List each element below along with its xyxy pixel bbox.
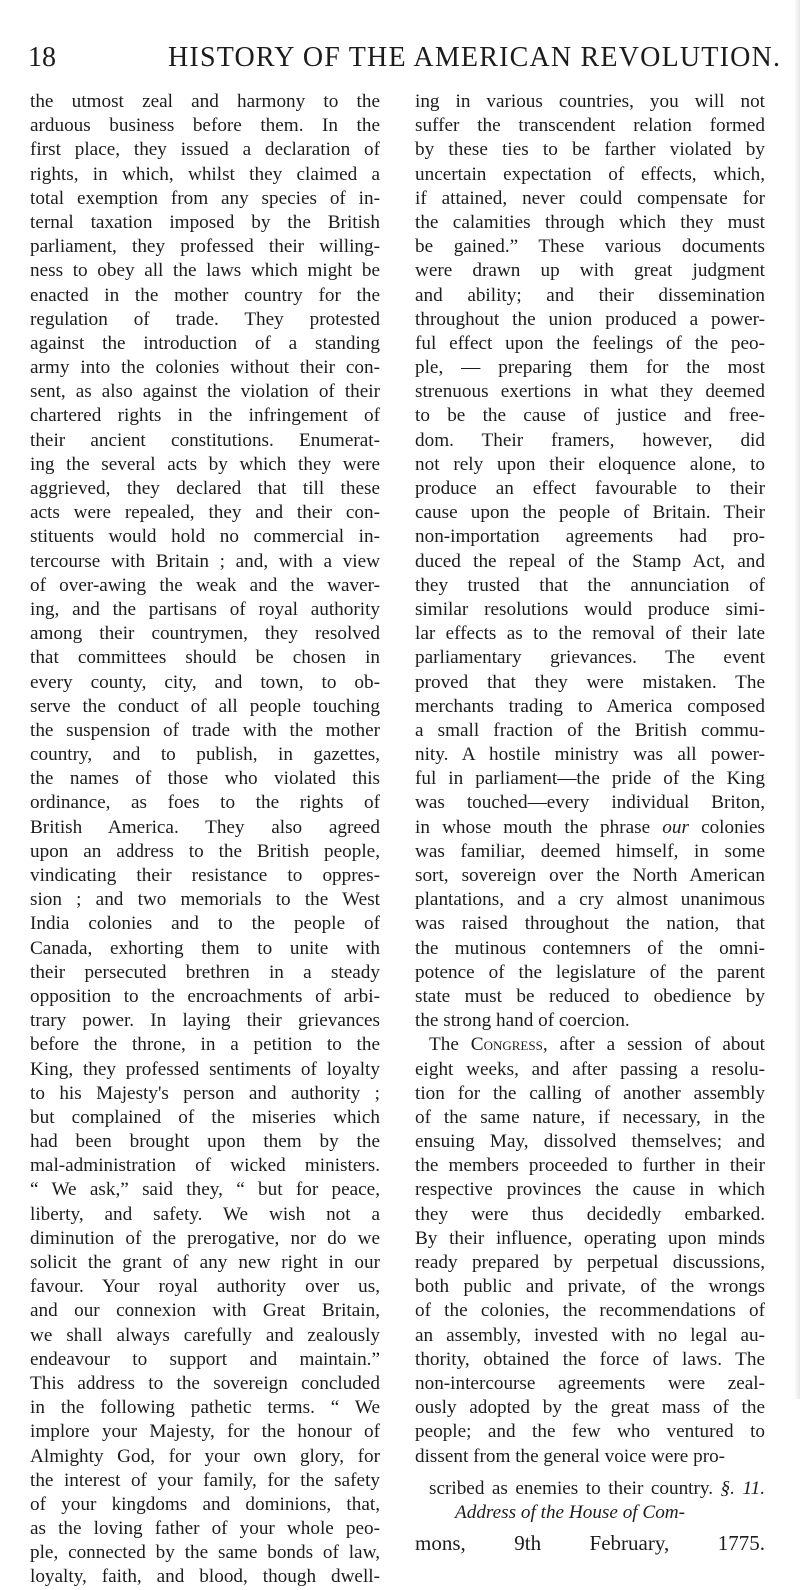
text-line: ness to obey all the laws which might be [30, 260, 380, 282]
text-line: sent, as also against the violation of their [30, 381, 380, 403]
text-line: ing, and the partisans of royal authority [30, 598, 380, 620]
text-line: similar resolutions would produce simi- [415, 598, 765, 620]
text-line: ful effect upon the feelings of the peo- [415, 332, 765, 354]
text-line: ternal taxation imposed by the British [30, 211, 380, 233]
text-line: rights, in which, whilst they claimed a [30, 163, 380, 185]
text-line: their ancient constitutions. Enumerat- [30, 429, 380, 451]
text-line: India colonies and to the people of [30, 913, 380, 935]
text-line: eight weeks, and after passing a resolu- [415, 1058, 765, 1080]
text-line [415, 1033, 765, 1057]
text-line: potence of the legislature of the parent [415, 961, 765, 983]
text-line: serve the conduct of all people touching [30, 695, 380, 717]
running-title: HISTORY OF THE AMERICAN REVOLUTION. [168, 42, 782, 73]
text-line: had been brought upon them by the [30, 1131, 380, 1153]
text-line: merchants trading to America composed [415, 695, 765, 717]
text-line: both public and private, of the wrongs [415, 1276, 765, 1298]
text-line: in the following pathetic terms. “ We [30, 1397, 380, 1419]
text-line: Canada, exhorting them to unite with [30, 937, 380, 959]
text-line: suffer the transcendent relation formed [415, 115, 765, 137]
text-line: Almighty God, for your own glory, for [30, 1445, 380, 1467]
text-line: not rely upon their eloquence alone, to [415, 453, 765, 475]
text-line: tercourse with Britain ; and, with a view [30, 550, 380, 572]
text-line: parliament, they professed their willing- [30, 236, 380, 258]
text-line: diminution of the prerogative, nor do we [30, 1227, 380, 1249]
text-line: be gained.” These various documents [415, 236, 765, 258]
section-number: scribed as enemies to their country. [429, 1477, 714, 1499]
text-line: was familiar, deemed himself, in some [415, 840, 765, 862]
text-line [415, 816, 765, 840]
text-line: ensuing May, dissolved themselves; and [415, 1131, 765, 1153]
text-line: army into the colonies without their con- [30, 357, 380, 379]
left-column [30, 90, 380, 1590]
text-line: sort, sovereign over the North American [415, 865, 765, 886]
text-line: acts were repealed, they and their con- [30, 502, 380, 524]
text-line: uncertain expectation of effects, which, [415, 163, 765, 185]
text-line: sion ; and two memorials to the West [30, 889, 380, 911]
text-line: they were thus decidedly embarked. [415, 1203, 765, 1225]
text-line: enacted in the mother country for the [30, 284, 380, 306]
text-line: the names of those who violated this [30, 768, 380, 790]
small-caps-word: Congress [470, 1034, 543, 1056]
text-fragment: , after a session of about [542, 1034, 765, 1056]
text-line: against the introduction of a standing [30, 332, 380, 354]
text-line: plantations, and a cry almost unanimous [415, 889, 765, 911]
text-line: their persecuted brethren in a steady [30, 961, 380, 983]
text-line: a small fraction of the British commu- [415, 719, 765, 741]
text-line: vindicating their resistance to oppres- [30, 865, 380, 886]
text-line: mal-administration of wicked ministers. [30, 1155, 380, 1177]
text-line: the suspension of trade with the mother [30, 719, 380, 741]
text-line: first place, they issued a declaration of [30, 139, 380, 161]
text-line: every county, city, and town, to ob- [30, 671, 380, 693]
text-line: of the same nature, if necessary, in the [415, 1106, 765, 1128]
text-line: country, and to publish, in gazettes, [30, 744, 380, 766]
text-line: ful in parliament—the pride of the King [415, 768, 765, 790]
text-line: the members proceeded to further in their [415, 1155, 765, 1177]
text-line: stituents would hold no commercial in- [30, 526, 380, 548]
text-line: an assembly, invested with no legal au- [415, 1324, 765, 1346]
text-line: ple, — preparing them for the most [415, 357, 765, 379]
text-line: loyalty, faith, and blood, though dwell- [30, 1566, 380, 1588]
text-line: lar effects as to the removal of their late [415, 623, 765, 645]
text-line: arduous business before them. In the [30, 115, 380, 137]
text-line: total exemption from any species of in- [30, 187, 380, 209]
text-fragment: The [429, 1034, 459, 1056]
text-line: endeavour to support and maintain.” [30, 1348, 380, 1370]
text-line: dom. Their framers, however, did [415, 429, 765, 451]
text-line: by these ties to be farther violated by [415, 139, 765, 161]
text-line: respective provinces the cause in which [415, 1179, 765, 1201]
text-line: opposition to the encroachments of arbi- [30, 985, 380, 1007]
text-line: This address to the sovereign concluded [30, 1372, 380, 1394]
text-line: of over-awing the weak and the waver- [30, 574, 380, 596]
text-line: that committees should be chosen in [30, 647, 380, 669]
text-line: ing the several acts by which they were [30, 453, 380, 475]
text-line: strenuous exertions in what they deemed [415, 381, 765, 403]
text-line: the interest of your family, for the safety [30, 1469, 380, 1491]
text-line: ready prepared by perpetual discussions, [415, 1252, 765, 1273]
text-line: King, they professed sentiments of loyalty [30, 1058, 380, 1080]
text-line: were drawn up with great judgment [415, 260, 765, 282]
text-line: we shall always carefully and zealously [30, 1324, 380, 1346]
page-header [0, 40, 800, 80]
text-line: and our connexion with Great Britain, [30, 1300, 380, 1322]
text-line: dissent from the general voice were pro- [415, 1445, 726, 1467]
text-line: tion for the calling of another assembly [415, 1082, 765, 1104]
section-subtitle: Address of the House of Com- [455, 1501, 686, 1523]
text-line: nity. A hostile ministry was all power- [415, 744, 765, 766]
text-line: ple, connected by the same bonds of law, [30, 1542, 380, 1564]
text-line: if attained, never could compensate for [415, 187, 765, 209]
text-line: trary power. In laying their grievances [30, 1010, 380, 1032]
italic-word: our [662, 816, 689, 838]
text-line: By their influence, operating upon minds [415, 1227, 765, 1249]
page-edge-shadow [794, 0, 800, 1399]
text-line: regulation of trade. They protested [30, 308, 380, 330]
text-line: British America. They also agreed [30, 816, 380, 838]
text-line: and ability; and their dissemination [415, 284, 765, 306]
text-line: before the throne, in a petition to the [30, 1034, 380, 1056]
text-line: but complained of the miseries which [30, 1106, 380, 1128]
text-line: chartered rights in the infringement of [30, 405, 380, 427]
text-line: the utmost zeal and harmony to the [30, 91, 380, 112]
text-line: mons, 9th February, 1775. [415, 1531, 765, 1556]
text-line: solicit the grant of any new right in our [30, 1252, 380, 1273]
text-line: cause upon the people of Britain. Their [415, 502, 765, 524]
text-line: the mutinous contemners of the omni- [415, 937, 765, 959]
text-line: ing in various countries, you will not [415, 91, 765, 112]
text-line: thority, obtained the force of laws. The [415, 1348, 765, 1370]
text-line: produce an effect favourable to their [415, 478, 765, 499]
text-line: non-importation agreements had pro- [415, 526, 765, 548]
page-number: 18 [28, 42, 56, 73]
text-line: as the loving father of your whole peo- [30, 1518, 380, 1540]
text-line: of the colonies, the recommendations of [415, 1300, 765, 1322]
text-line: implore your Majesty, for the honour of [30, 1421, 380, 1443]
text-line: “ We ask,” said they, “ but for peace, [30, 1179, 380, 1201]
text-line: of your kingdoms and dominions, that, [30, 1493, 380, 1515]
text-fragment: in whose mouth the phrase [415, 816, 651, 838]
right-column [415, 90, 765, 1555]
text-line: parliamentary grievances. The event [415, 647, 765, 669]
section-heading [415, 1477, 765, 1501]
text-line: they trusted that the annunciation of [415, 574, 765, 596]
text-line: the calamities through which they must [415, 211, 765, 233]
text-line: upon an address to the British people, [30, 840, 380, 862]
text-line: to his Majesty's person and authority ; [30, 1082, 380, 1104]
text-line: proved that they were mistaken. The [415, 671, 765, 693]
text-fragment: colonies [701, 816, 765, 838]
text-line: ously adopted by the great mass of the [415, 1397, 765, 1419]
text-line: aggrieved, they declared that till these [30, 478, 380, 499]
text-line: duced the repeal of the Stamp Act, and [415, 550, 765, 572]
text-line: non-intercourse agreements were zeal- [415, 1372, 765, 1394]
text-line: was raised throughout the nation, that [415, 913, 765, 935]
section-title: §. 11. [720, 1477, 765, 1499]
text-line: to be the cause of justice and free- [415, 405, 765, 427]
text-line: state must be reduced to obedience by [415, 985, 765, 1007]
text-line: favour. Your royal authority over us, [30, 1276, 380, 1298]
text-line: people; and the few who ventured to [415, 1421, 765, 1443]
text-line: among their countrymen, they resolved [30, 623, 380, 645]
text-line: the strong hand of coercion. [415, 1010, 630, 1032]
text-line: ordinance, as foes to the rights of [30, 792, 380, 814]
text-line: was touched—every individual Briton, [415, 792, 765, 814]
text-line: liberty, and safety. We wish not a [30, 1203, 380, 1225]
text-line: throughout the union produced a power- [415, 308, 765, 330]
